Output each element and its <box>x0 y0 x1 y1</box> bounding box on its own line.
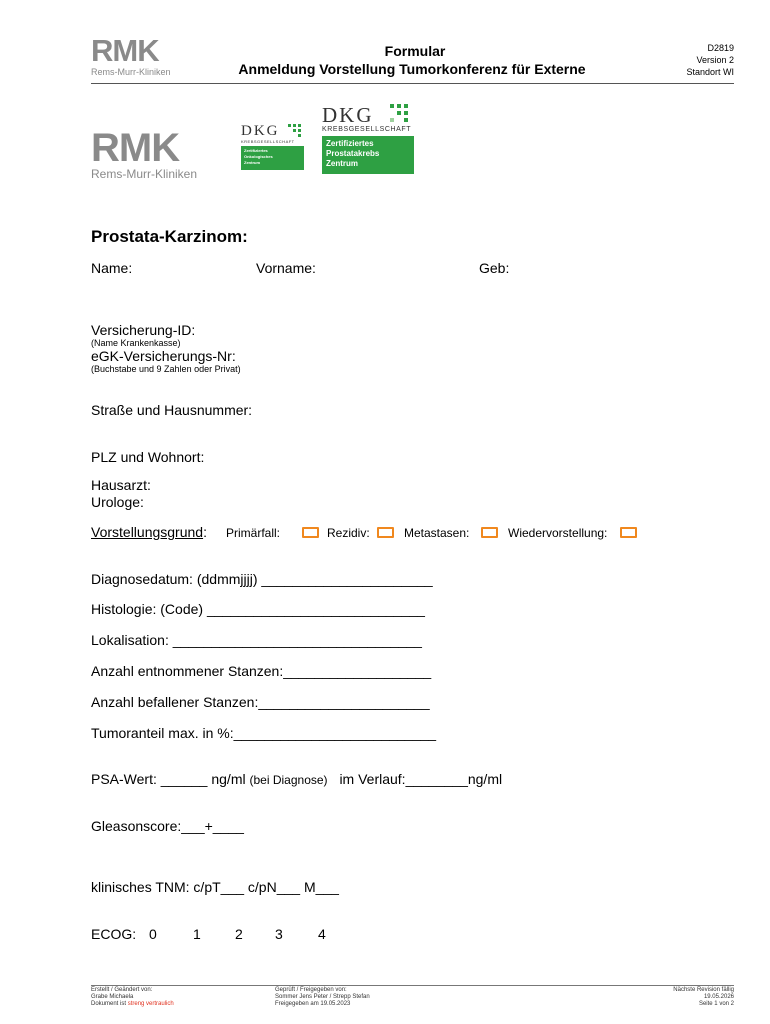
ecog-option-2[interactable]: 2 <box>235 926 243 942</box>
strasse-label: Straße und Hausnummer: <box>91 402 253 418</box>
dkg-logo-org: KREBSGESELLSCHAFT <box>241 139 295 144</box>
versicherung-label: Versicherung-ID: <box>91 322 196 338</box>
option-primaerfall-label: Primärfall: <box>226 526 281 540</box>
form-subtitle: Anmeldung Vorstellung Tumorkonferenz für Externe <box>238 61 586 77</box>
doc-id: D2819 <box>707 43 734 53</box>
form-title: Formular <box>384 43 446 59</box>
vorstellungsgrund-label <box>91 524 207 540</box>
cert-line: Zertifiziertes <box>326 139 374 148</box>
doc-version: Version 2 <box>696 55 734 65</box>
psa-verlauf: im Verlauf:________ng/ml <box>339 771 503 787</box>
header-divider <box>91 83 734 84</box>
tnm-field[interactable]: klinisches TNM: c/pT___ c/pN___ M___ <box>91 879 339 895</box>
dkg-certificate-box <box>322 136 414 174</box>
footer-author <box>91 987 174 1008</box>
footer-confidential: streng vertraulich <box>127 1001 174 1007</box>
lokalisation-field[interactable]: Lokalisation: ________________________________ <box>91 632 422 648</box>
ecog-label: ECOG: <box>91 926 137 942</box>
cert-line: Zentrum <box>244 160 260 165</box>
dkg-logo-name: DKG <box>322 103 374 127</box>
cert-line: Zentrum <box>326 159 358 168</box>
vorname-label: Vorname: <box>256 260 316 276</box>
dkg-certificate-box <box>241 146 304 170</box>
footer-line: Seite 1 von 2 <box>698 1001 734 1007</box>
gleason-field[interactable]: Gleasonscore:___+____ <box>91 818 244 834</box>
hausarzt-label: Hausarzt: <box>91 477 151 493</box>
tumoranteil-field[interactable]: Tumoranteil max. in %:__________________________ <box>91 725 437 741</box>
plz-label: PLZ und Wohnort: <box>91 449 205 465</box>
footer-line <box>91 1001 174 1008</box>
dkg-dots-icon <box>288 124 304 140</box>
versicherung-hint: (Name Krankenkasse) <box>91 338 181 348</box>
rmk-logo-letters: RMK <box>91 126 180 170</box>
header-logo-subtitle: Rems-Murr-Kliniken <box>91 67 171 77</box>
rmk-logo <box>91 126 198 181</box>
header-logo-letters: RMK <box>91 33 159 68</box>
primaerfall-checkbox[interactable] <box>302 527 319 538</box>
metastasen-checkbox[interactable] <box>481 527 498 538</box>
psa-value: PSA-Wert: ______ ng/ml <box>91 771 246 787</box>
psa-note: (bei Diagnose) <box>249 773 328 787</box>
option-rezidiv-label: Rezidiv: <box>327 526 370 540</box>
rmk-logo-subtitle: Rems-Murr-Kliniken <box>91 167 198 181</box>
dkg-dots-icon <box>390 104 414 128</box>
ecog-option-3[interactable]: 3 <box>275 926 283 942</box>
footer-line: Grabe Michaela <box>91 994 134 1000</box>
section-heading: Prostata-Karzinom: <box>91 227 248 246</box>
ecog-option-4[interactable]: 4 <box>318 926 326 942</box>
vorstellungsgrund-colon: : <box>203 524 207 540</box>
footer-divider <box>91 985 734 986</box>
stanzen-entnommen-field[interactable]: Anzahl entnommener Stanzen:___________________ <box>91 663 432 679</box>
dkg-logo-org: KREBSGESELLSCHAFT <box>322 126 412 133</box>
footer-revision <box>673 987 734 1008</box>
stanzen-befallen-field[interactable]: Anzahl befallener Stanzen:______________________ <box>91 694 430 710</box>
histologie-field[interactable]: Histologie: (Code) ____________________________ <box>91 601 425 617</box>
option-metastasen-label: Metastasen: <box>404 526 470 540</box>
doc-meta <box>686 42 734 78</box>
egk-hint: (Buchstabe und 9 Zahlen oder Privat) <box>91 364 241 374</box>
footer-line: 19.05.2026 <box>703 994 734 1000</box>
footer-line: Sommer Jens Peter / Strepp Stefan <box>275 994 370 1000</box>
diagnosedatum-field[interactable]: Diagnosedatum: (ddmmjjjj) ______________________ <box>91 571 433 587</box>
psa-field[interactable] <box>91 771 502 787</box>
urologe-label: Urologe: <box>91 494 144 510</box>
footer-doc-text: Dokument ist <box>91 1001 127 1007</box>
footer-line: Erstellt / Geändert von: <box>91 987 153 993</box>
geb-label: Geb: <box>479 260 510 276</box>
dkg-logo-name: DKG <box>241 123 280 139</box>
option-wiedervorstellung-label: Wiedervorstellung: <box>508 526 608 540</box>
ecog-option-0[interactable]: 0 <box>149 926 157 942</box>
footer-line: Freigegeben am 19.05.2023 <box>275 1001 351 1007</box>
vorstellungsgrund-text: Vorstellungsgrund <box>91 524 204 540</box>
footer-approval <box>275 987 370 1008</box>
cert-line: Zertifiziertes <box>244 148 268 153</box>
cert-line: Prostatakrebs <box>326 149 380 158</box>
egk-label: eGK-Versicherungs-Nr: <box>91 348 236 364</box>
doc-location: Standort WI <box>686 67 734 77</box>
wiedervorstellung-checkbox[interactable] <box>620 527 637 538</box>
cert-line: Onkologisches <box>244 154 273 159</box>
rezidiv-checkbox[interactable] <box>377 527 394 538</box>
ecog-option-1[interactable]: 1 <box>193 926 201 942</box>
footer-line: Geprüft / Freigegeben von: <box>275 987 347 993</box>
name-label: Name: <box>91 260 133 276</box>
footer-line: Nächste Revision fällig <box>673 987 734 993</box>
